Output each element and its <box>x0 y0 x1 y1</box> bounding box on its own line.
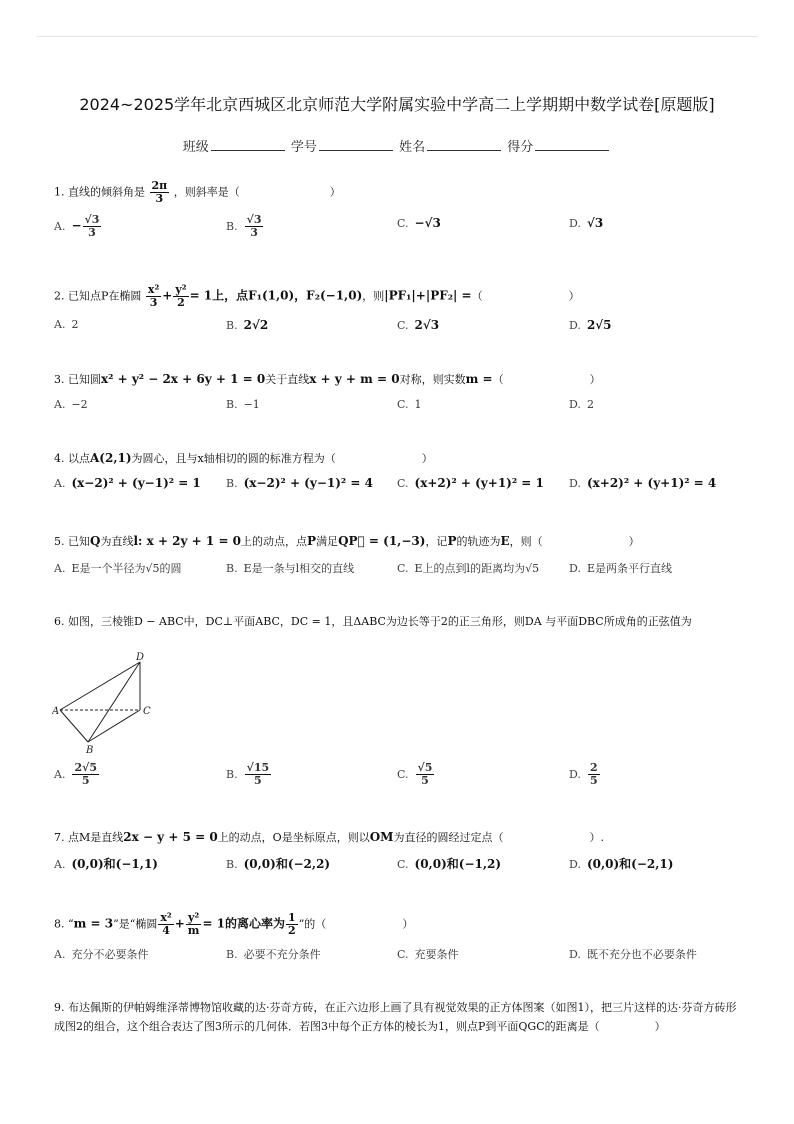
q8-option-b[interactable]: B. 必要不充分条件 <box>226 948 321 961</box>
question-3: 3. 已知圆x² + y² − 2x + 6y + 1 = 0关于直线x + y + m = 0对称，则实数m =（ ） <box>54 372 601 386</box>
class-blank[interactable] <box>211 138 285 151</box>
q8-option-d[interactable]: D. 既不充分也不必要条件 <box>569 948 697 961</box>
q2-option-a[interactable]: A. 2 <box>54 318 79 331</box>
q5-option-c[interactable]: C. E上的点到l的距离均为√5 <box>397 562 540 575</box>
question-2: 2. 已知点P在椭圆 $\frac{\text{x²}}{3}$ + $\frac{\text{y²}}{2}$ = 1上，点F₁(1,0)，F₂(−1,0)，则|PF₁|+|PF₂| =（ ） <box>54 283 580 309</box>
label-b: B <box>86 745 94 756</box>
name-label: 姓名 <box>399 140 426 155</box>
question-5: 5. 已知Q为直线l: x + 2y + 1 = 0上的动点，点P满足QP⃗ = (1,−3)，记P的轨迹为E，则（ ） <box>54 534 640 548</box>
q3-option-c[interactable]: C. 1 <box>397 398 422 411</box>
edge-ad <box>60 662 140 710</box>
question-9: 9. 布达佩斯的伊帕姆维泽蒂博物馆收藏的达·芬奇方砖，在正六边形上画了具有视觉效果的正方体图案（如图1），把三片这样的达·芬奇方砖形成图2的组合，这个组合表达了图3所示的几何体．若图3中每个正方体的棱长为1，则点P到平面QGC的距离是（ ） <box>54 1001 737 1033</box>
question-6: 6. 如图，三棱锥D − ABC中，DC⊥平面ABC，DC = 1，且ΔABC为边长等于2的正三角形，则DA 与平面DBC所成角的正弦值为 <box>54 615 692 628</box>
q1-stem: 1. 直线的倾斜角是 <box>54 185 145 199</box>
question-8: 8. “m = 3”是“椭圆 $\frac{\text{x²}}{4}$ + $\frac{\text{y²}}{m}$ = 1的离心率为 $\frac{1}{2}$ ”的（ ） <box>54 911 414 937</box>
edge-bd <box>88 662 140 742</box>
question-4: 4. 以点A(2,1)为圆心，且与x轴相切的圆的标准方程为（ ） <box>54 451 433 465</box>
q2-option-b[interactable]: B. 2√2 <box>226 318 269 332</box>
top-divider <box>36 36 758 37</box>
q6-option-b[interactable]: B. $\frac{√15}{5}$ <box>226 761 270 787</box>
q7-option-c[interactable]: C. (0,0)和(−1,2) <box>397 857 502 871</box>
q2-option-c[interactable]: C. 2√3 <box>397 318 440 332</box>
q3-option-b[interactable]: B. −1 <box>226 398 260 411</box>
q5-option-d[interactable]: D. E是两条平行直线 <box>569 562 672 575</box>
q5-option-a[interactable]: A. E是一个半径为√5的圆 <box>54 562 182 575</box>
q6-option-d[interactable]: D. $\frac{2}{5}$ <box>569 761 598 787</box>
q7-option-b[interactable]: B. (0,0)和(−2,2) <box>226 857 331 871</box>
q1-option-b[interactable]: B. $\frac{√3}{3}$ <box>226 213 262 239</box>
id-blank[interactable] <box>319 138 393 151</box>
score-label: 得分 <box>507 140 534 155</box>
student-info-row <box>0 136 794 155</box>
tetrahedron-figure <box>52 652 162 756</box>
q5-option-b[interactable]: B. E是一条与l相交的直线 <box>226 562 355 575</box>
q3-option-a[interactable]: A. −2 <box>54 398 88 411</box>
q8-option-a[interactable]: A. 充分不必要条件 <box>54 948 149 961</box>
q4-option-b[interactable]: B. (x−2)² + (y−1)² = 4 <box>226 476 373 490</box>
q1-stem-b: ，则斜率是（ <box>173 185 240 199</box>
q8-option-c[interactable]: C. 充要条件 <box>397 948 459 961</box>
name-blank[interactable] <box>427 138 501 151</box>
q7-option-d[interactable]: D. (0,0)和(−2,1) <box>569 857 674 871</box>
edge-bc <box>88 710 140 742</box>
q6-option-a[interactable]: A. $\frac{2√5}{5}$ <box>54 761 97 787</box>
class-label: 班级 <box>182 140 209 155</box>
q6-option-c[interactable]: C. $\frac{√5}{5}$ <box>397 761 433 787</box>
label-a: A <box>52 706 60 717</box>
page-title: 2024~2025学年北京西城区北京师范大学附属实验中学高二上学期期中数学试卷[原题版] <box>79 95 715 114</box>
label-d: D <box>136 652 145 663</box>
q1-angle-fraction: $\frac{2\pi}{3}$ <box>151 179 168 205</box>
q1-option-d[interactable]: D. √3 <box>569 216 604 230</box>
score-blank[interactable] <box>535 138 609 151</box>
q4-option-d[interactable]: D. (x+2)² + (y+1)² = 4 <box>569 476 717 490</box>
q4-option-a[interactable]: A. (x−2)² + (y−1)² = 1 <box>54 476 201 490</box>
label-c: C <box>143 706 151 717</box>
q1-option-a[interactable]: A. − $\frac{√3}{3}$ <box>54 213 100 239</box>
edge-ab <box>60 710 88 742</box>
q2-option-d[interactable]: D. 2√5 <box>569 318 612 332</box>
question-1: 1. 直线的倾斜角是 $\frac{2\pi}{3}$ ，则斜率是（ ） <box>54 179 341 205</box>
id-label: 学号 <box>290 140 317 155</box>
q4-option-c[interactable]: C. (x+2)² + (y+1)² = 1 <box>397 476 544 490</box>
q3-option-d[interactable]: D. 2 <box>569 398 594 411</box>
q1-option-c[interactable]: C. −√3 <box>397 216 441 230</box>
question-7: 7. 点M是直线2x − y + 5 = 0上的动点，O是坐标原点，则以OM为直径的圆经过定点（ ）. <box>54 830 604 844</box>
q7-option-a[interactable]: A. (0,0)和(−1,1) <box>54 857 158 871</box>
